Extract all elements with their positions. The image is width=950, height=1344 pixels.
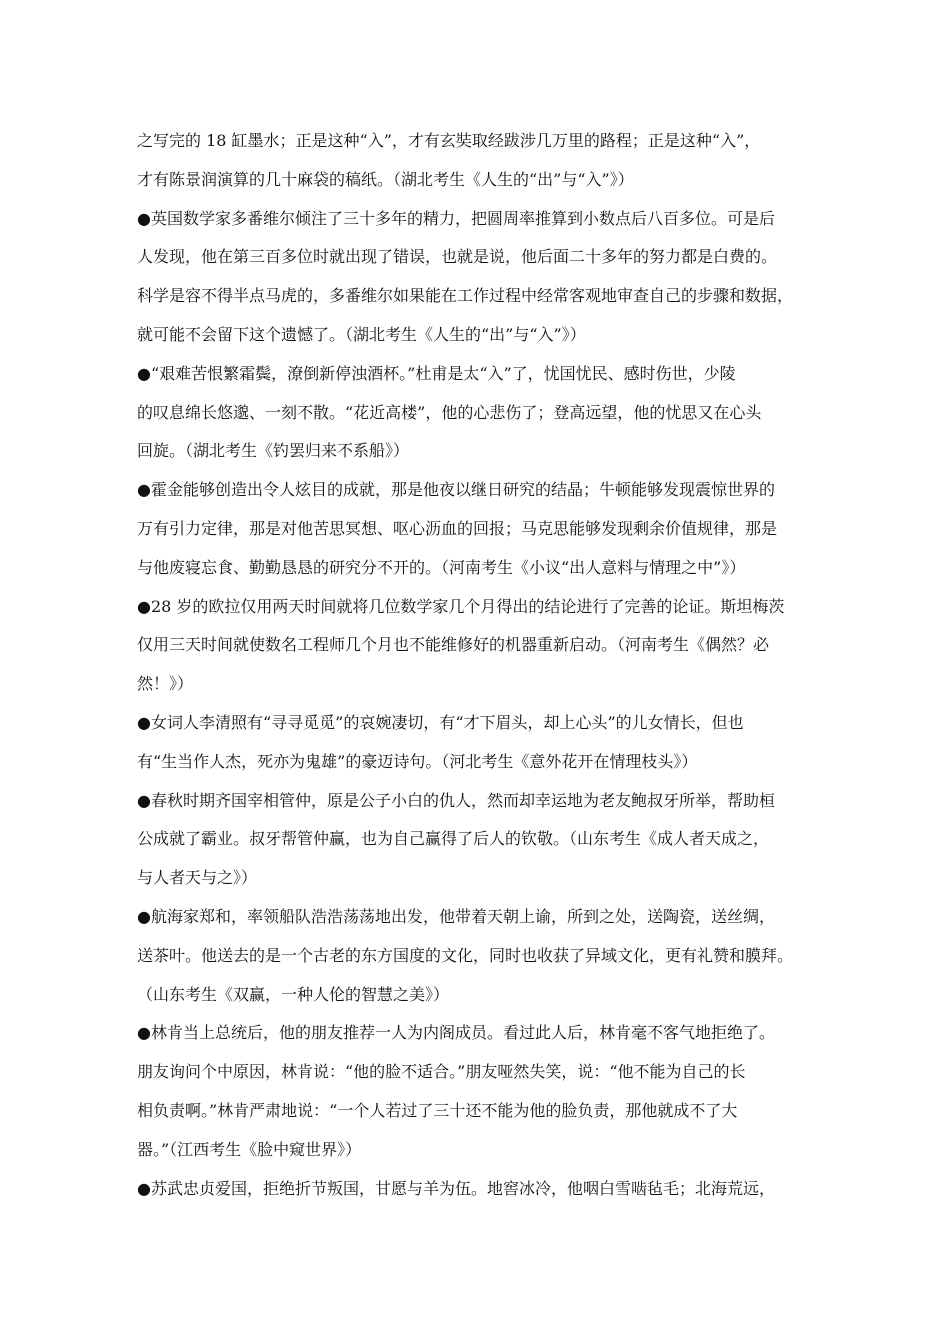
text-line: ●英国数学家多番维尔倾注了三十多年的精力，把圆周率推算到小数点后八百多位。可是后 xyxy=(137,208,775,228)
text-line: ●航海家郑和，率领船队浩浩荡荡地出发，他带着天朝上谕，所到之处，送陶瓷，送丝绸， xyxy=(137,906,775,926)
text-line: 仅用三天时间就使数名工程师几个月也不能维修好的机器重新启动。（河南考生《偶然？必 xyxy=(137,635,770,655)
text-line: 然！》） xyxy=(137,674,194,694)
text-line: ●28 岁的欧拉仅用两天时间就将几位数学家几个月得出的结论进行了完善的论证。斯坦梅茨 xyxy=(137,596,785,616)
text-line: （山东考生《双赢，一种人伦的智慧之美》） xyxy=(137,984,450,1004)
text-line: 科学是容不得半点马虎的，多番维尔如果能在工作过程中经常客观地审查自己的步骤和数据， xyxy=(137,286,794,306)
text-line: 人发现，他在第三百多位时就出现了错误，也就是说，他后面二十多年的努力都是白费的。 xyxy=(137,247,778,267)
text-line: 器。”（江西考生《脸中窥世界》） xyxy=(137,1139,362,1159)
text-line: ●林肯当上总统后，他的朋友推荐一人为内阁成员。看过此人后，林肯毫不客气地拒绝了。 xyxy=(137,1023,775,1043)
document-body xyxy=(137,122,827,1208)
text-line: 公成就了霸业。叔牙帮管仲赢，也为自己赢得了后人的钦敬。（山东考生《成人者天成之， xyxy=(137,829,770,849)
text-line: ●苏武忠贞爱国，拒绝折节叛国，甘愿与羊为伍。地窖冰冷，他咽白雪啮毡毛；北海荒远， xyxy=(137,1178,775,1198)
text-line: 才有陈景润演算的几十麻袋的稿纸。（湖北考生《人生的“出”与“入”》） xyxy=(137,169,634,189)
text-line: ●女词人李清照有“寻寻觅觅”的哀婉凄切，有“才下眉头，却上心头”的儿女情长，但也 xyxy=(137,712,744,732)
text-line: ●霍金能够创造出令人炫目的成就，那是他夜以继日研究的结晶；牛顿能够发现震惊世界的 xyxy=(137,480,775,500)
text-line: 就可能不会留下这个遗憾了。（湖北考生《人生的“出”与“入”》） xyxy=(137,324,586,344)
text-line: 有“生当作人杰，死亦为鬼雄”的豪迈诗句。（河北考生《意外花开在情理枝头》） xyxy=(137,751,698,771)
text-line: ●“艰难苦恨繁霜鬓，潦倒新停浊酒杯。”杜甫是太“入”了，忧国忧民、感时伤世，少陵 xyxy=(137,363,736,383)
text-line: 相负责啊。”林肯严肃地说：“一个人若过了三十还不能为他的脸负责，那他就成不了大 xyxy=(137,1100,738,1120)
text-line: 朋友询问个中原因，林肯说：“他的脸不适合。”朋友哑然失笑，说：“他不能为自己的长 xyxy=(137,1062,746,1082)
text-line: 之写完的 18 缸墨水；正是这种“入”，才有玄奘取经跋涉几万里的路程；正是这种“入”， xyxy=(137,131,761,150)
text-line: 回旋。（湖北考生《钓罢归来不系船》） xyxy=(137,441,410,461)
text-line: 与他废寝忘食、勤勤恳恳的研究分不开的。（河南考生《小议“出人意料与情理之中”》） xyxy=(137,557,746,577)
text-line: 万有引力定律，那是对他苦思冥想、呕心沥血的回报；马克思能够发现剩余价值规律，那是 xyxy=(137,518,778,538)
text-line: 的叹息绵长悠邈、一刻不散。“花近高楼”，他的心悲伤了；登高远望，他的忧思又在心头 xyxy=(137,402,762,422)
text-line: 送茶叶。他送去的是一个古老的东方国度的文化，同时也收获了异域文化，更有礼赞和膜拜。 xyxy=(137,945,794,965)
text-line: ●春秋时期齐国宰相管仲，原是公子小白的仇人，然而却幸运地为老友鲍叔牙所举，帮助桓 xyxy=(137,790,775,810)
text-line: 与人者天与之》） xyxy=(137,868,258,888)
